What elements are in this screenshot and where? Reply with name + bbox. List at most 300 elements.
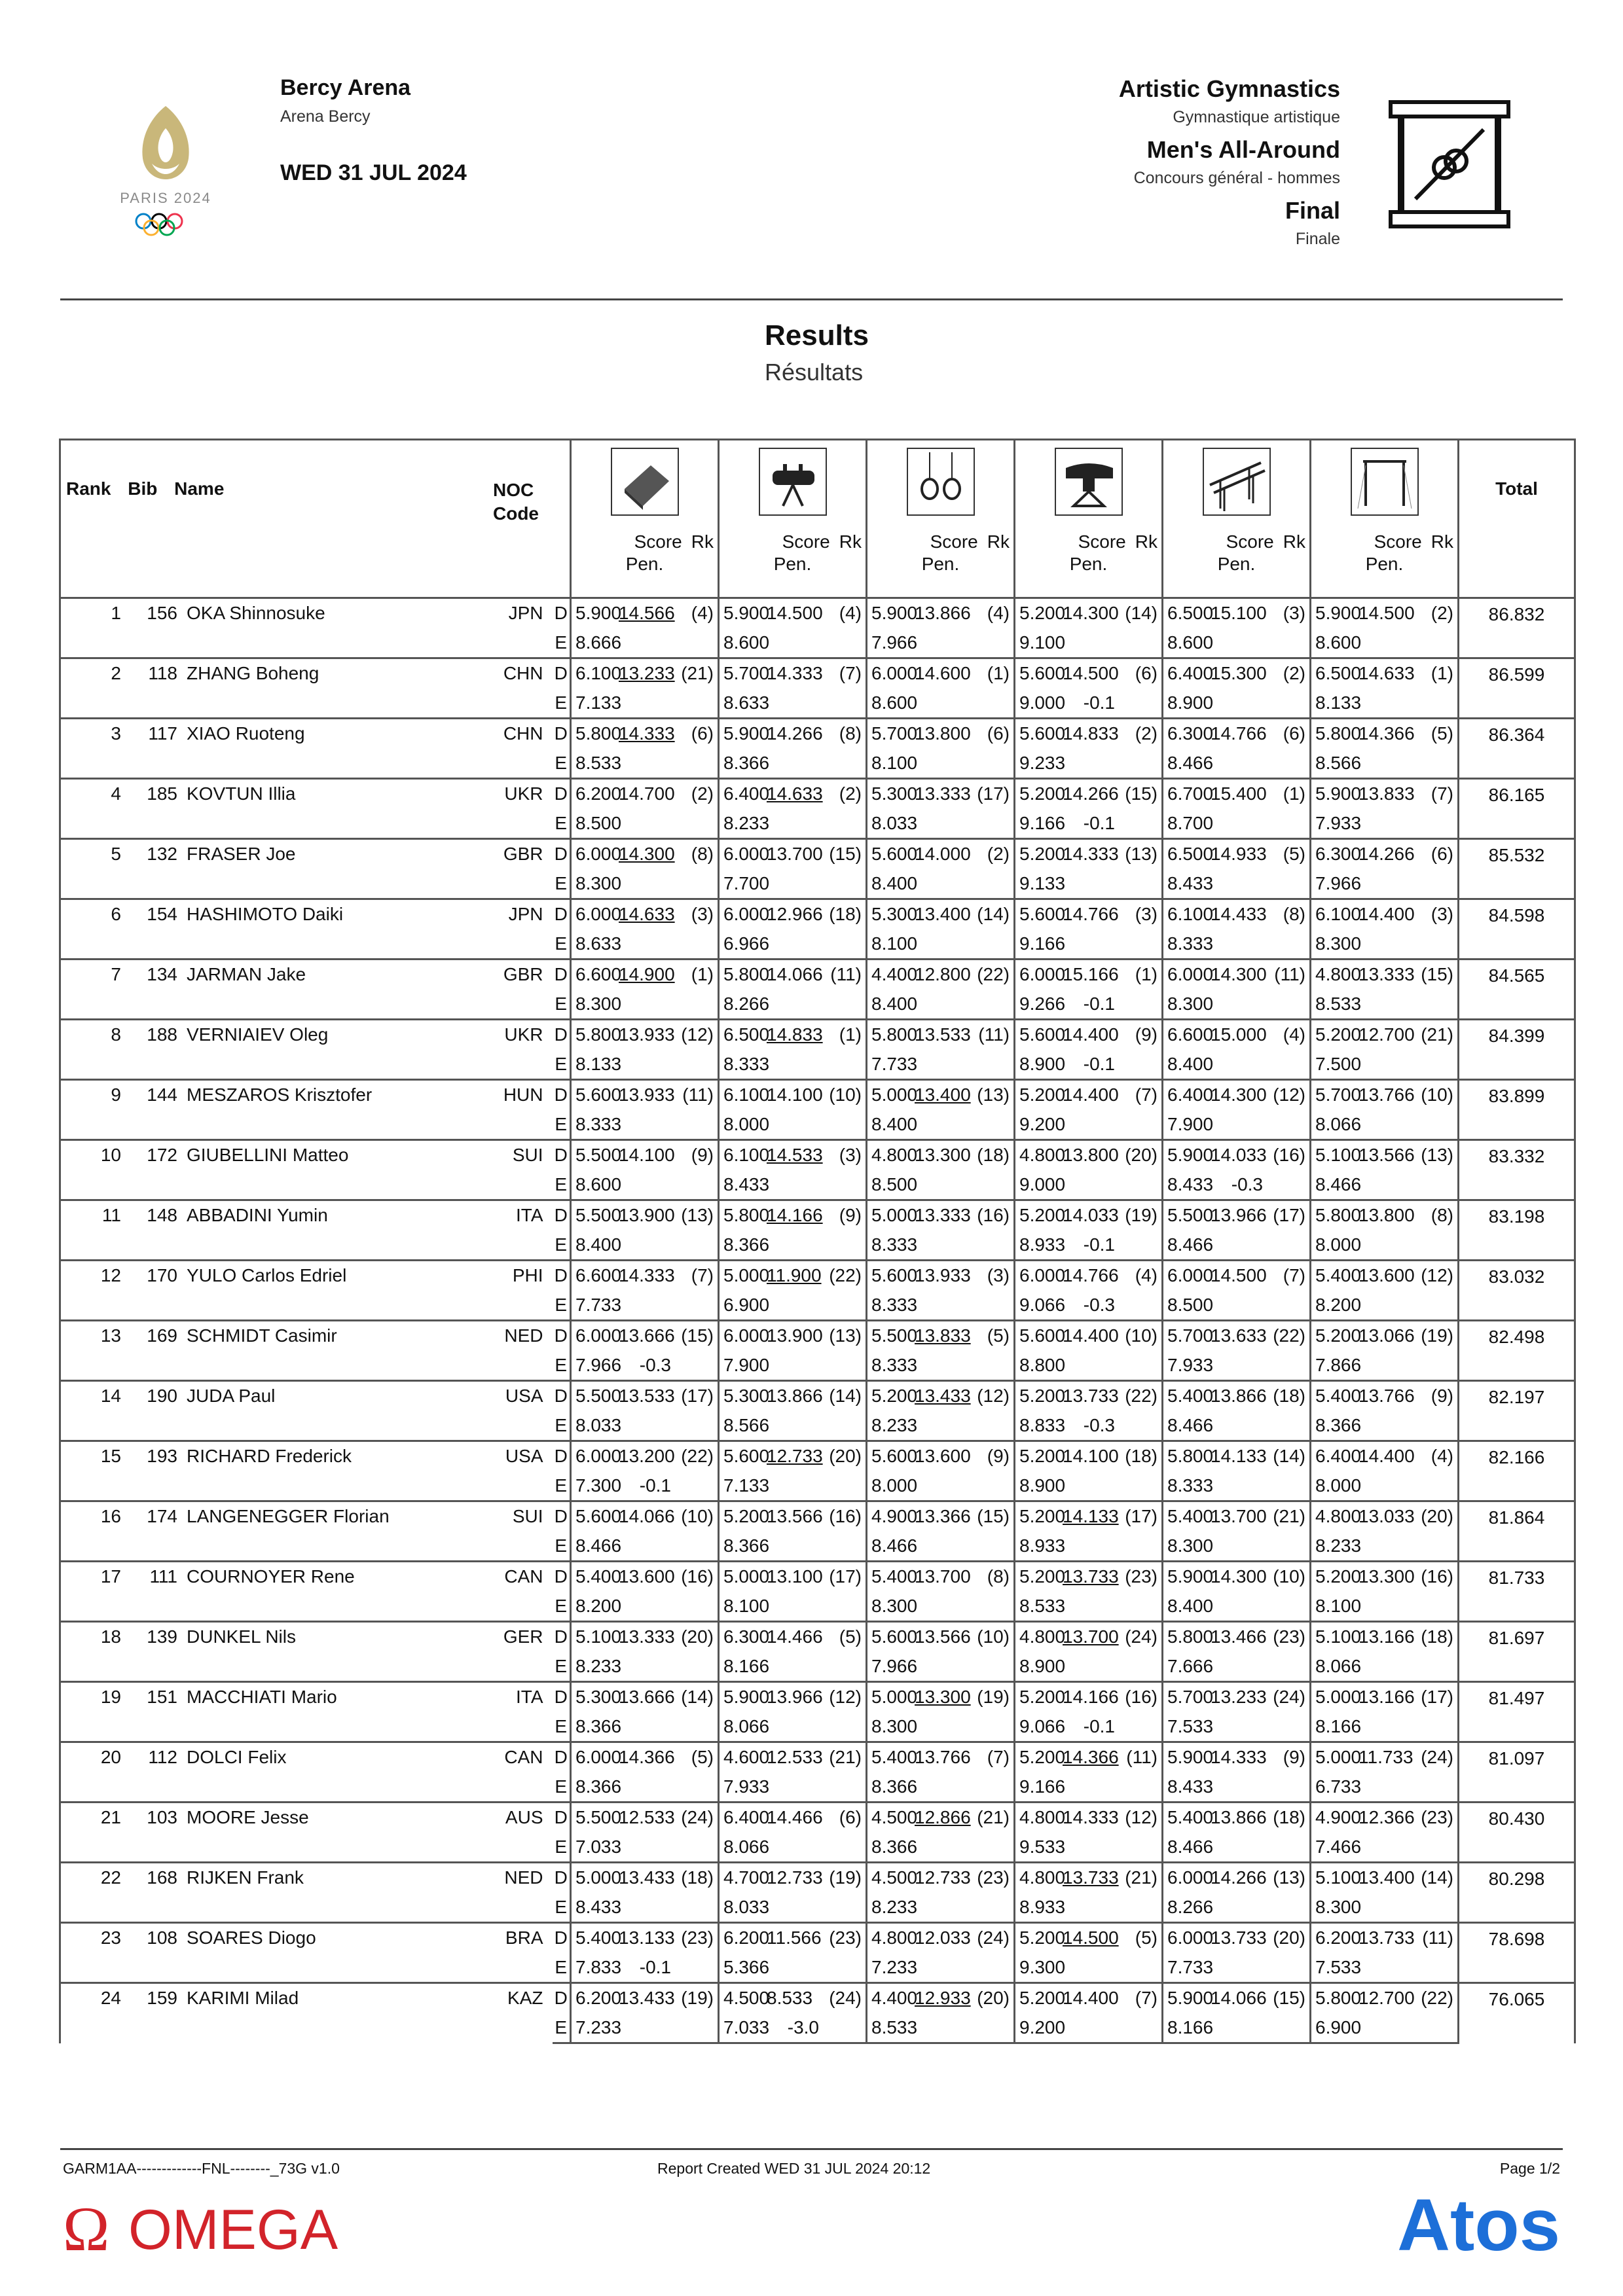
apparatus-score: 13.833 <box>915 1325 971 1346</box>
e-score-cell <box>571 1953 719 1983</box>
execution: 8.533 <box>575 752 622 773</box>
execution: 6.733 <box>1315 1776 1362 1797</box>
e-label: E <box>553 1532 571 1562</box>
difficulty: 6.000 <box>723 844 770 865</box>
execution: 8.700 <box>1167 812 1214 833</box>
d-score-cell <box>571 1742 719 1772</box>
athlete-cell <box>60 1501 553 1562</box>
athlete-cell <box>60 719 553 779</box>
e-score-cell <box>1311 1050 1459 1080</box>
athlete-cell <box>60 1020 553 1080</box>
apparatus-rank: (11) <box>1422 1928 1453 1948</box>
pommel-horse-header <box>719 440 867 598</box>
e-score-cell <box>1163 1351 1311 1381</box>
execution: 9.200 <box>1019 1113 1066 1134</box>
difficulty: 6.600 <box>1167 1024 1214 1045</box>
execution: 8.133 <box>575 1053 622 1074</box>
apparatus-rank: (3) <box>691 904 714 925</box>
apparatus-score: 14.400 <box>1063 1325 1119 1346</box>
e-score-cell <box>719 1291 867 1321</box>
d-label: D <box>553 1863 571 1893</box>
difficulty: 5.800 <box>575 1024 622 1045</box>
execution: 7.666 <box>1167 1655 1214 1676</box>
e-score-cell <box>1015 990 1163 1020</box>
difficulty: 5.600 <box>1019 1024 1066 1045</box>
execution: 8.800 <box>1019 1354 1066 1375</box>
d-score-cell <box>719 1562 867 1592</box>
apparatus-score: 13.100 <box>767 1566 823 1587</box>
apparatus-rank: (8) <box>987 1566 1010 1587</box>
execution: 8.300 <box>575 993 622 1014</box>
athlete-cell <box>60 1321 553 1381</box>
e-score-cell <box>1163 1592 1311 1622</box>
e-label: E <box>553 689 571 719</box>
apparatus-score: 12.533 <box>767 1747 823 1768</box>
athlete-cell <box>60 1803 553 1863</box>
execution: 8.900 <box>1019 1655 1066 1676</box>
d-score-cell <box>1163 1501 1311 1532</box>
execution: 8.366 <box>871 1836 918 1857</box>
venue-name: Bercy Arena <box>280 75 411 100</box>
d-score-cell <box>571 1381 719 1411</box>
apparatus-score: 14.500 <box>1359 603 1415 624</box>
apparatus-rank: (1) <box>691 964 714 985</box>
difficulty: 6.500 <box>1315 663 1362 684</box>
d-score-cell <box>1163 960 1311 990</box>
bib: 134 <box>147 964 177 984</box>
athlete-row <box>60 719 1575 749</box>
d-score-cell <box>1311 839 1459 869</box>
apparatus-score: 14.033 <box>1063 1205 1119 1226</box>
apparatus-rank: (14) <box>1273 1446 1305 1467</box>
apparatus-rank: (3) <box>1135 904 1158 925</box>
athlete-name: ABBADINI Yumin <box>187 1205 328 1225</box>
e-label: E <box>553 1592 571 1622</box>
d-label: D <box>553 839 571 869</box>
d-score-cell <box>1163 839 1311 869</box>
d-label: D <box>553 1622 571 1652</box>
d-score-cell <box>867 779 1015 809</box>
apparatus-rank: (4) <box>1283 1024 1305 1045</box>
d-score-cell <box>867 899 1015 929</box>
execution: 8.233 <box>723 812 770 833</box>
d-label: D <box>553 658 571 689</box>
apparatus-rank: (18) <box>1273 1807 1305 1828</box>
execution: 8.000 <box>871 1475 918 1496</box>
execution: 7.733 <box>871 1053 918 1074</box>
noc-code: ITA <box>516 1205 543 1225</box>
e-score-cell <box>719 1953 867 1983</box>
apparatus-score: 12.733 <box>767 1446 823 1467</box>
difficulty: 5.400 <box>1315 1386 1362 1407</box>
difficulty: 5.000 <box>871 1205 918 1226</box>
e-label: E <box>553 990 571 1020</box>
athlete-name: DOLCI Felix <box>187 1747 287 1767</box>
d-score-cell <box>867 1381 1015 1411</box>
penalty: -0.1 <box>1083 812 1115 833</box>
difficulty: 5.500 <box>575 1807 622 1828</box>
difficulty: 5.200 <box>1019 1747 1066 1768</box>
e-score-cell <box>571 1772 719 1803</box>
e-score-cell <box>571 1351 719 1381</box>
e-score-cell <box>1163 1170 1311 1200</box>
difficulty: 6.500 <box>723 1024 770 1045</box>
athlete-cell <box>60 779 553 839</box>
difficulty: 6.000 <box>871 663 918 684</box>
e-score-cell <box>1311 1592 1459 1622</box>
apparatus-score: 13.700 <box>1063 1626 1119 1647</box>
noc-code: NED <box>504 1325 543 1346</box>
d-score-cell <box>1163 1562 1311 1592</box>
d-score-cell <box>1311 1200 1459 1230</box>
e-score-cell <box>1311 1291 1459 1321</box>
apparatus-score: 13.400 <box>1359 1867 1415 1888</box>
d-label: D <box>553 1140 571 1170</box>
d-label: D <box>553 1682 571 1712</box>
total-score: 83.032 <box>1459 1261 1575 1321</box>
difficulty: 4.800 <box>1019 1145 1066 1166</box>
difficulty: 5.800 <box>1167 1446 1214 1467</box>
e-score-cell <box>1015 1230 1163 1261</box>
difficulty: 4.700 <box>723 1867 770 1888</box>
d-label: D <box>553 1501 571 1532</box>
bib: 185 <box>147 783 177 804</box>
bib: 117 <box>148 723 177 744</box>
apparatus-rank: (17) <box>829 1566 862 1587</box>
apparatus-score: 13.800 <box>915 723 971 744</box>
execution: 7.500 <box>1315 1053 1362 1074</box>
d-score-cell <box>719 899 867 929</box>
difficulty: 5.600 <box>871 1626 918 1647</box>
apparatus-rank: (10) <box>1421 1085 1453 1105</box>
noc-code: GER <box>503 1626 543 1647</box>
e-score-cell <box>571 1411 719 1441</box>
apparatus-score: 13.733 <box>1063 1566 1119 1587</box>
difficulty: 5.900 <box>871 603 918 624</box>
d-score-cell <box>719 1923 867 1953</box>
rings-header <box>867 440 1015 598</box>
difficulty: 6.100 <box>723 1085 770 1105</box>
apparatus-rank: (11) <box>830 964 862 985</box>
apparatus-score: 13.600 <box>915 1446 971 1467</box>
apparatus-score: 13.166 <box>1359 1687 1415 1708</box>
d-score-cell <box>1311 899 1459 929</box>
e-score-cell <box>867 1652 1015 1682</box>
e-score-cell <box>1015 1532 1163 1562</box>
apparatus-score: 14.266 <box>1063 783 1119 804</box>
execution: 6.900 <box>1315 2017 1362 2037</box>
apparatus-score: 14.766 <box>1063 1265 1119 1286</box>
difficulty: 5.400 <box>871 1566 918 1587</box>
apparatus-rank: (8) <box>691 844 714 865</box>
apparatus-rank: (10) <box>681 1506 714 1527</box>
noc-code: UKR <box>504 783 543 804</box>
noc-code: UKR <box>504 1024 543 1045</box>
e-score-cell <box>1015 1712 1163 1742</box>
apparatus-score: 12.366 <box>1359 1807 1415 1828</box>
difficulty: 5.400 <box>575 1928 622 1948</box>
pen-label: Pen. <box>625 554 664 574</box>
d-score-cell <box>1015 1501 1163 1532</box>
apparatus-rank: (1) <box>987 663 1010 684</box>
apparatus-rank: (5) <box>987 1325 1010 1346</box>
apparatus-score: 14.833 <box>767 1024 823 1045</box>
difficulty: 5.000 <box>871 1687 918 1708</box>
e-score-cell <box>719 1230 867 1261</box>
execution: 8.500 <box>1167 1294 1214 1315</box>
e-score-cell <box>719 1592 867 1622</box>
omega-logo <box>63 2194 429 2269</box>
d-score-cell <box>867 1742 1015 1772</box>
difficulty: 4.900 <box>1315 1807 1362 1828</box>
e-score-cell <box>1015 1652 1163 1682</box>
e-label: E <box>553 749 571 779</box>
apparatus-rank: (21) <box>1125 1867 1158 1888</box>
d-score-cell <box>571 658 719 689</box>
execution: 7.933 <box>723 1776 770 1797</box>
e-score-cell <box>867 1230 1015 1261</box>
rank: 23 <box>100 1928 121 1948</box>
e-score-cell <box>1311 929 1459 960</box>
apparatus-rank: (20) <box>977 1988 1010 2009</box>
difficulty: 5.100 <box>1315 1626 1362 1647</box>
difficulty: 6.000 <box>1167 964 1214 985</box>
difficulty: 6.000 <box>723 904 770 925</box>
apparatus-rank: (3) <box>987 1265 1010 1286</box>
execution: 8.166 <box>1315 1715 1362 1736</box>
difficulty: 5.000 <box>723 1566 770 1587</box>
d-score-cell <box>719 1020 867 1050</box>
d-score-cell <box>1163 1140 1311 1170</box>
apparatus-rank: (17) <box>977 783 1010 804</box>
apparatus-rank: (17) <box>1421 1687 1453 1708</box>
difficulty: 4.800 <box>871 1928 918 1948</box>
d-score-cell <box>571 719 719 749</box>
execution: 8.000 <box>1315 1234 1362 1255</box>
apparatus-score: 13.366 <box>915 1506 971 1527</box>
rings-icon <box>905 446 977 518</box>
e-score-cell <box>571 1230 719 1261</box>
execution: 8.033 <box>575 1414 622 1435</box>
apparatus-rank: (16) <box>1273 1145 1305 1166</box>
d-score-cell <box>719 1381 867 1411</box>
difficulty: 5.000 <box>871 1085 918 1105</box>
apparatus-score: 13.600 <box>1359 1265 1415 1286</box>
apparatus-rank: (18) <box>681 1867 714 1888</box>
e-score-cell <box>571 689 719 719</box>
difficulty: 4.600 <box>723 1747 770 1768</box>
apparatus-rank: (4) <box>987 603 1010 624</box>
execution: 7.733 <box>575 1294 622 1315</box>
e-score-cell <box>1311 1953 1459 1983</box>
execution: 8.466 <box>1167 1234 1214 1255</box>
apparatus-rank: (2) <box>691 783 714 804</box>
execution: 8.400 <box>871 1113 918 1134</box>
difficulty: 5.900 <box>1167 1566 1214 1587</box>
apparatus-rank: (18) <box>977 1145 1010 1166</box>
apparatus-rank: (15) <box>829 844 862 865</box>
apparatus-score: 13.533 <box>619 1386 675 1407</box>
apparatus-score: 14.400 <box>1063 1988 1119 2009</box>
d-score-cell <box>1311 598 1459 628</box>
execution: 5.366 <box>723 1956 770 1977</box>
apparatus-rank: (10) <box>829 1085 862 1105</box>
e-score-cell <box>867 1893 1015 1923</box>
apparatus-score: 14.633 <box>619 904 675 925</box>
apparatus-rank: (5) <box>691 1747 714 1768</box>
e-score-cell <box>1311 1652 1459 1682</box>
d-score-cell <box>571 1080 719 1110</box>
apparatus-score: 14.300 <box>619 844 675 865</box>
e-score-cell <box>1311 809 1459 839</box>
apparatus-rank: (22) <box>1273 1325 1305 1346</box>
apparatus-rank: (13) <box>681 1205 714 1226</box>
e-score-cell <box>571 1170 719 1200</box>
apparatus-rank: (13) <box>829 1325 862 1346</box>
e-score-cell <box>1015 1411 1163 1441</box>
d-score-cell <box>1015 1622 1163 1652</box>
difficulty: 5.500 <box>575 1205 622 1226</box>
difficulty: 5.900 <box>723 1687 770 1708</box>
apparatus-rank: (18) <box>829 904 862 925</box>
d-score-cell <box>1015 839 1163 869</box>
rank: 13 <box>100 1325 121 1346</box>
horizontal-bar-icon <box>1349 446 1421 518</box>
d-score-cell <box>571 1803 719 1833</box>
e-score-cell <box>1015 929 1163 960</box>
footer-divider <box>60 2148 1563 2150</box>
rank: 19 <box>100 1687 121 1707</box>
rank: 12 <box>100 1265 121 1285</box>
execution: 9.533 <box>1019 1836 1066 1857</box>
d-score-cell <box>1311 658 1459 689</box>
d-score-cell <box>1163 658 1311 689</box>
execution: 8.566 <box>723 1414 770 1435</box>
total-score: 86.832 <box>1459 598 1575 658</box>
score-label: Score <box>1374 531 1422 552</box>
execution: 8.333 <box>1167 1475 1214 1496</box>
apparatus-score: 13.633 <box>1211 1325 1267 1346</box>
apparatus-rank: (1) <box>1283 783 1305 804</box>
d-score-cell <box>1015 1381 1163 1411</box>
execution: 9.233 <box>1019 752 1066 773</box>
athlete-row <box>60 1803 1575 1833</box>
execution: 8.100 <box>871 933 918 954</box>
apparatus-rank: (20) <box>829 1446 862 1467</box>
apparatus-rank: (20) <box>1421 1506 1453 1527</box>
apparatus-rank: (20) <box>1273 1928 1305 1948</box>
noc-code: SUI <box>512 1145 543 1165</box>
d-score-cell <box>867 1923 1015 1953</box>
e-label: E <box>553 1170 571 1200</box>
apparatus-score: 13.600 <box>619 1566 675 1587</box>
execution: 7.900 <box>723 1354 770 1375</box>
d-score-cell <box>867 839 1015 869</box>
e-score-cell <box>1311 1471 1459 1501</box>
execution: 8.533 <box>1315 993 1362 1014</box>
apparatus-rank: (17) <box>1125 1506 1158 1527</box>
execution: 9.000 <box>1019 1174 1066 1194</box>
noc-code: GBR <box>503 844 543 864</box>
apparatus-rank: (22) <box>829 1265 862 1286</box>
d-score-cell <box>1163 1020 1311 1050</box>
e-label: E <box>553 1110 571 1140</box>
apparatus-score: 14.300 <box>1211 1085 1267 1105</box>
d-score-cell <box>1015 1321 1163 1351</box>
execution: 8.166 <box>1167 2017 1214 2037</box>
athlete-name: MACCHIATI Mario <box>187 1687 337 1707</box>
difficulty: 5.400 <box>871 1747 918 1768</box>
e-label: E <box>553 1471 571 1501</box>
difficulty: 6.000 <box>1167 1265 1214 1286</box>
difficulty: 6.400 <box>1167 1085 1214 1105</box>
apparatus-score: 13.766 <box>915 1747 971 1768</box>
apparatus-score: 13.433 <box>619 1988 675 2009</box>
apparatus-score: 14.333 <box>767 663 823 684</box>
d-score-cell <box>1015 598 1163 628</box>
execution: 8.300 <box>871 1715 918 1736</box>
penalty: -0.1 <box>639 1475 671 1496</box>
apparatus-score: 14.600 <box>915 663 971 684</box>
athlete-row <box>60 1080 1575 1110</box>
d-label: D <box>553 960 571 990</box>
apparatus-rank: (24) <box>977 1928 1010 1948</box>
rk-label: Rk <box>1431 531 1453 552</box>
execution: 7.033 <box>723 2017 770 2037</box>
difficulty: 5.600 <box>871 844 918 865</box>
apparatus-score: 13.700 <box>1211 1506 1267 1527</box>
rank: 5 <box>111 844 121 864</box>
apparatus-score: 15.400 <box>1211 783 1267 804</box>
athlete-row <box>60 1501 1575 1532</box>
bib: 190 <box>147 1386 177 1406</box>
e-score-cell <box>719 1110 867 1140</box>
apparatus-rank: (19) <box>681 1988 714 2009</box>
execution: 8.533 <box>871 2017 918 2037</box>
total-score: 84.565 <box>1459 960 1575 1020</box>
apparatus-rank: (14) <box>681 1687 714 1708</box>
apparatus-score: 13.866 <box>767 1386 823 1407</box>
d-score-cell <box>571 1020 719 1050</box>
e-label: E <box>553 1772 571 1803</box>
floor-header <box>571 440 719 598</box>
apparatus-rank: (9) <box>691 1145 714 1166</box>
apparatus-rank: (22) <box>1421 1988 1453 2009</box>
e-score-cell <box>867 1532 1015 1562</box>
athlete-name: JUDA Paul <box>187 1386 276 1406</box>
execution: 8.066 <box>1315 1655 1362 1676</box>
d-label: D <box>553 1562 571 1592</box>
d-label: D <box>553 1381 571 1411</box>
execution: 8.933 <box>1019 1535 1066 1556</box>
execution: 9.100 <box>1019 632 1066 653</box>
apparatus-rank: (3) <box>839 1145 862 1166</box>
difficulty: 5.700 <box>723 663 770 684</box>
apparatus-rank: (9) <box>1283 1747 1305 1768</box>
venue-name-fr: Arena Bercy <box>280 107 371 126</box>
e-score-cell <box>719 1471 867 1501</box>
parallel-bars-icon <box>1201 446 1273 518</box>
d-score-cell <box>1015 1803 1163 1833</box>
apparatus-score: 15.166 <box>1063 964 1119 985</box>
apparatus-rank: (8) <box>839 723 862 744</box>
athlete-row <box>60 1622 1575 1652</box>
apparatus-rank: (12) <box>1273 1085 1305 1105</box>
difficulty: 6.500 <box>1167 603 1214 624</box>
d-label: D <box>553 1923 571 1953</box>
apparatus-score: 13.400 <box>915 1085 971 1105</box>
difficulty: 5.200 <box>1019 1928 1066 1948</box>
